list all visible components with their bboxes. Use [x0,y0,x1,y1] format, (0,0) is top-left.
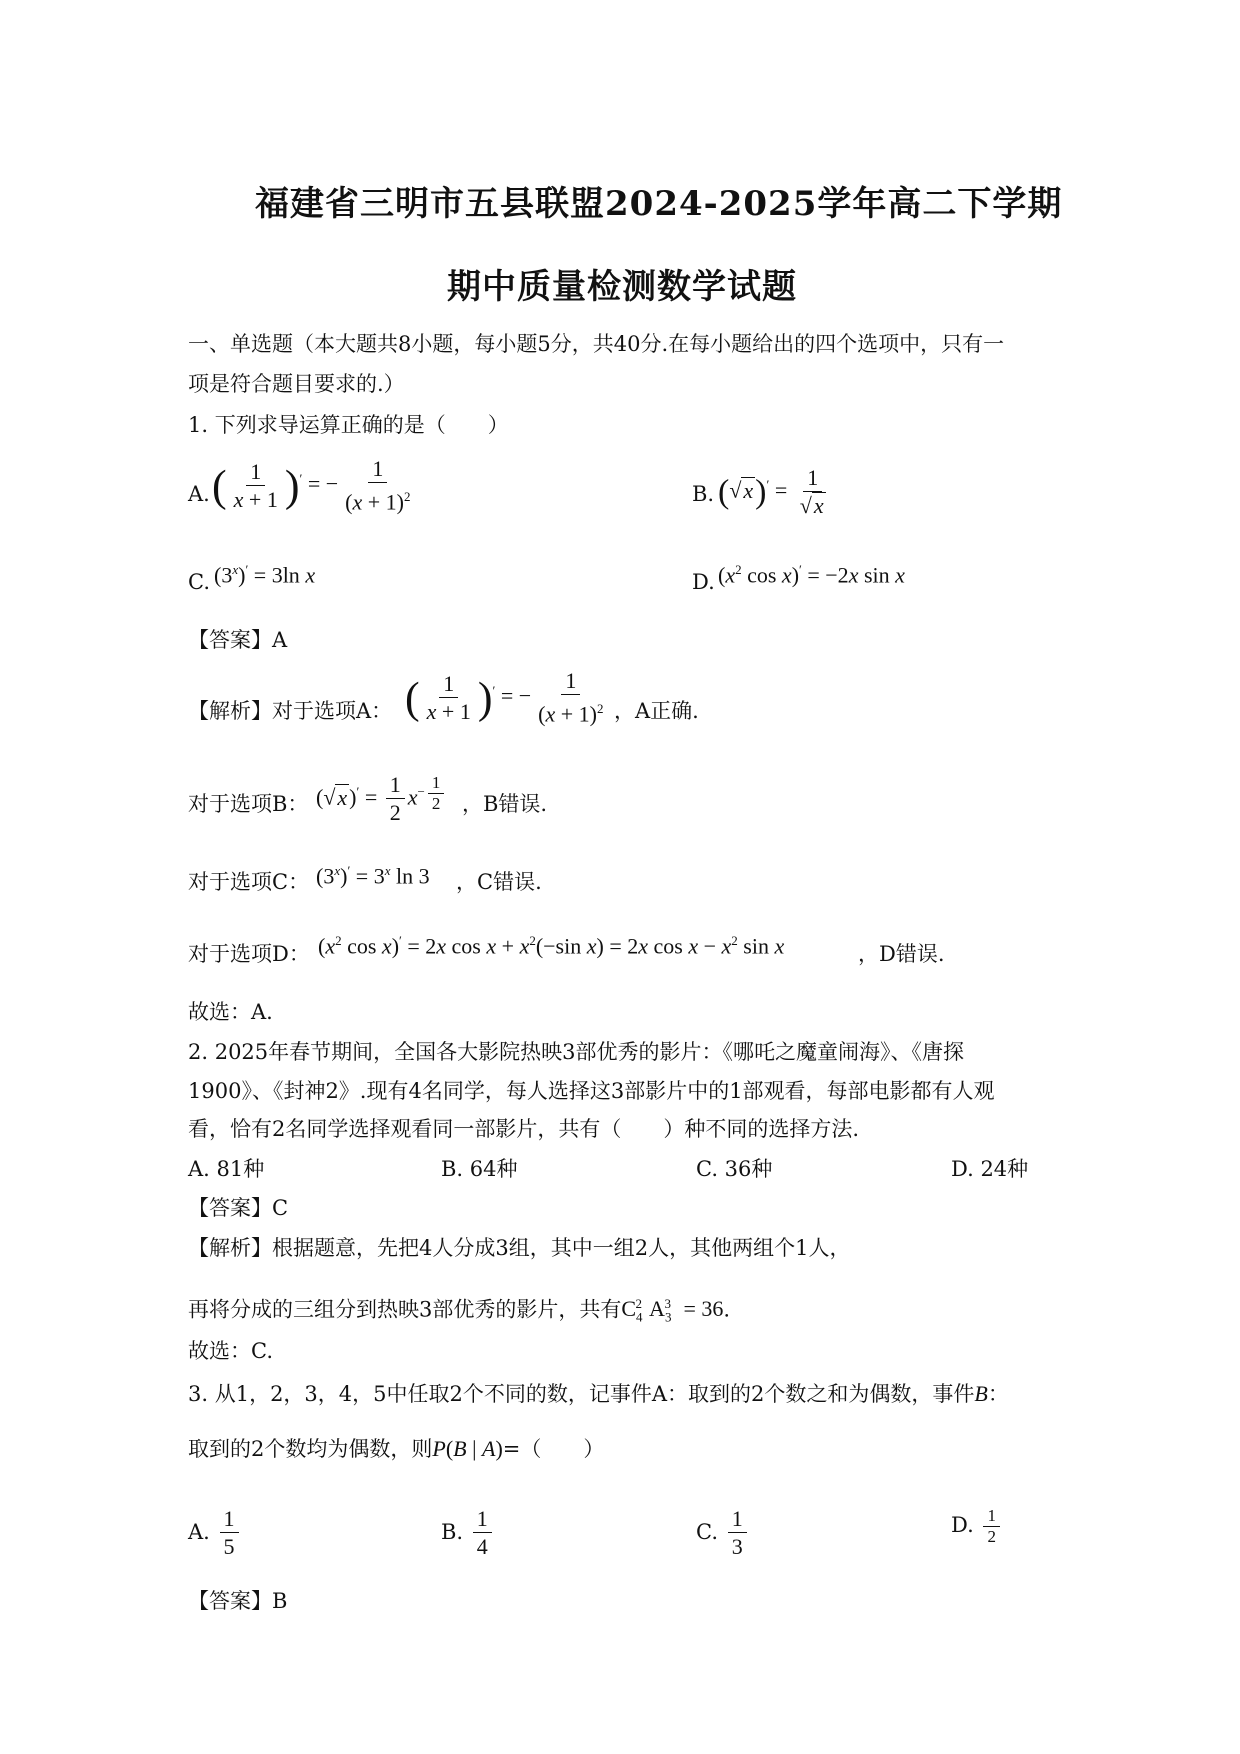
q3-event-b: B [974,1381,988,1406]
q1-analysis-b-suffix: ，B错误. [462,792,548,816]
q3-option-a [188,1506,242,1561]
q1-option-c-label: C. [188,570,210,594]
q1-option-c [188,568,210,596]
q2-stem-line3: 看，恰有2名同学选择观看同一部影片，共有（ ）种不同的选择方法. [188,1117,860,1141]
q3-stem-line2-suffix: =（ ） [502,1437,605,1461]
q3-option-d-label: D. [951,1513,974,1537]
q2-analysis-result: = 36 [683,1296,724,1322]
doc-title-line2: 期中质量检测数学试题 [447,267,797,307]
q1-option-a-label: A. [188,482,210,506]
q3-option-a-fraction: $\frac{1}{5}$ [220,1506,239,1561]
q3-stem-line2 [188,1435,604,1463]
q3-probability-formula: P(B | A) [432,1436,503,1461]
q1-answer: 【答案】A [188,628,288,652]
q2-answer: 【答案】C [188,1196,289,1220]
q3-option-b-fraction: $\frac{1}{4}$ [473,1506,492,1561]
q3-colon: ： [987,1382,1009,1406]
q3-option-c-label: C. [696,1520,718,1544]
q1-option-b [692,480,714,508]
q1-option-a [188,480,210,508]
q3-stem-line1 [188,1380,1009,1408]
q2-analysis-period: . [723,1297,731,1322]
q1-option-a-formula: ( $\frac{1}{x + 1}$ )′ = − $\frac{1}{(x + 1)^2}$ [212,456,411,515]
section-header-line2: 项是符合题目要求的.） [188,372,405,396]
q1-option-b-label: B. [692,482,715,506]
q1-analysis-b-prefix: 对于选项B： [188,792,309,816]
q2-analysis-line2 [188,1290,730,1332]
q1-analysis-a-suffix: ，A正确. [614,699,699,723]
q1-analysis-c-formula: $(3^x)' = 3^x$ ln 3 [316,863,430,889]
q2-analysis-line1: 【解析】根据题意，先把4人分成3组，其中一组2人，其他两组个1人， [188,1236,851,1260]
q1-option-d-label: D. [692,570,715,594]
q1-analysis-a-prefix: 【解析】对于选项A： [188,699,393,723]
q1-conclusion: 故选：A. [188,1000,273,1024]
q1-option-b-formula: (√x)′ = $\frac{1}{√x}$ [718,465,824,518]
q1-option-d-formula: ($x^2$ cos x)′ = −2x sin x [718,562,905,588]
q2-option-b: B. 64种 [441,1157,518,1181]
q1-analysis-c-suffix: ，C错误. [456,870,542,894]
q3-stem-line1-text: 3. 从1，2，3，4，5中任取2个不同的数，记事件A：取到的2个数之和为偶数，事件 [188,1382,975,1406]
q1-analysis-a-formula: ( $\frac{1}{x + 1}$ )′ = − $\frac{1}{(x + 1)^2}$ [405,668,604,727]
q3-option-b-label: B. [441,1520,464,1544]
q2-analysis-line2-text: 再将分成的三组分到热映3部优秀的影片，共有 [188,1297,622,1322]
q3-stem-line2-text: 取到的2个数均为偶数，则 [188,1437,433,1461]
q1-option-d [692,568,715,596]
q2-option-a: A. 81种 [188,1157,265,1181]
q3-answer: 【答案】B [188,1589,288,1613]
q3-option-b [441,1506,495,1561]
q2-option-d: D. 24种 [951,1157,1029,1181]
q3-option-d-fraction: $\frac{1}{2}$ [983,1506,1000,1547]
q1-stem: 1. 下列求导运算正确的是（ ） [188,413,509,437]
section-header-line1: 一、单选题（本大题共8小题，每小题5分，共40分.在每小题给出的四个选项中，只有一 [188,332,1005,356]
q3-option-c [696,1506,750,1561]
q3-option-a-label: A. [188,1520,210,1544]
q2-stem-line2: 1900》、《封神2》.现有4名同学，每人选择这3部影片中的1部观看，每部电影都有人观 [188,1079,995,1103]
q2-option-c: C. 36种 [696,1157,773,1181]
q3-option-d [951,1506,1003,1547]
q1-analysis-b-formula: (√x)′ = $\frac{1}{2}$ $x^{- \frac{1}{2}}$ [316,772,447,827]
q1-analysis-d-formula: ($x^2$ cos x)′ = 2x $\cos x + x^2(-\sin$ x) = 2x $\cos x - x^2$ sin x [318,933,785,959]
q1-option-c-formula: $(3^x)' = 3\ln$ x [214,562,316,588]
q2-stem-line1: 2. 2025年春节期间，全国各大影院热映3部优秀的影片：《哪吒之魔童闹海》、《唐探 [188,1040,965,1064]
q2-analysis-formula: $C_4^2$ $A_3^3 = 36$ [621,1296,724,1325]
doc-title-line1: 福建省三明市五县联盟2024-2025学年高二下学期 [255,184,1063,224]
q3-option-c-fraction: $\frac{1}{3}$ [728,1506,747,1561]
q1-analysis-d-prefix: 对于选项D： [188,942,310,966]
q1-analysis-c-prefix: 对于选项C： [188,870,310,894]
q2-conclusion: 故选：C. [188,1339,273,1363]
q1-analysis-d-suffix: ，D错误. [858,942,945,966]
